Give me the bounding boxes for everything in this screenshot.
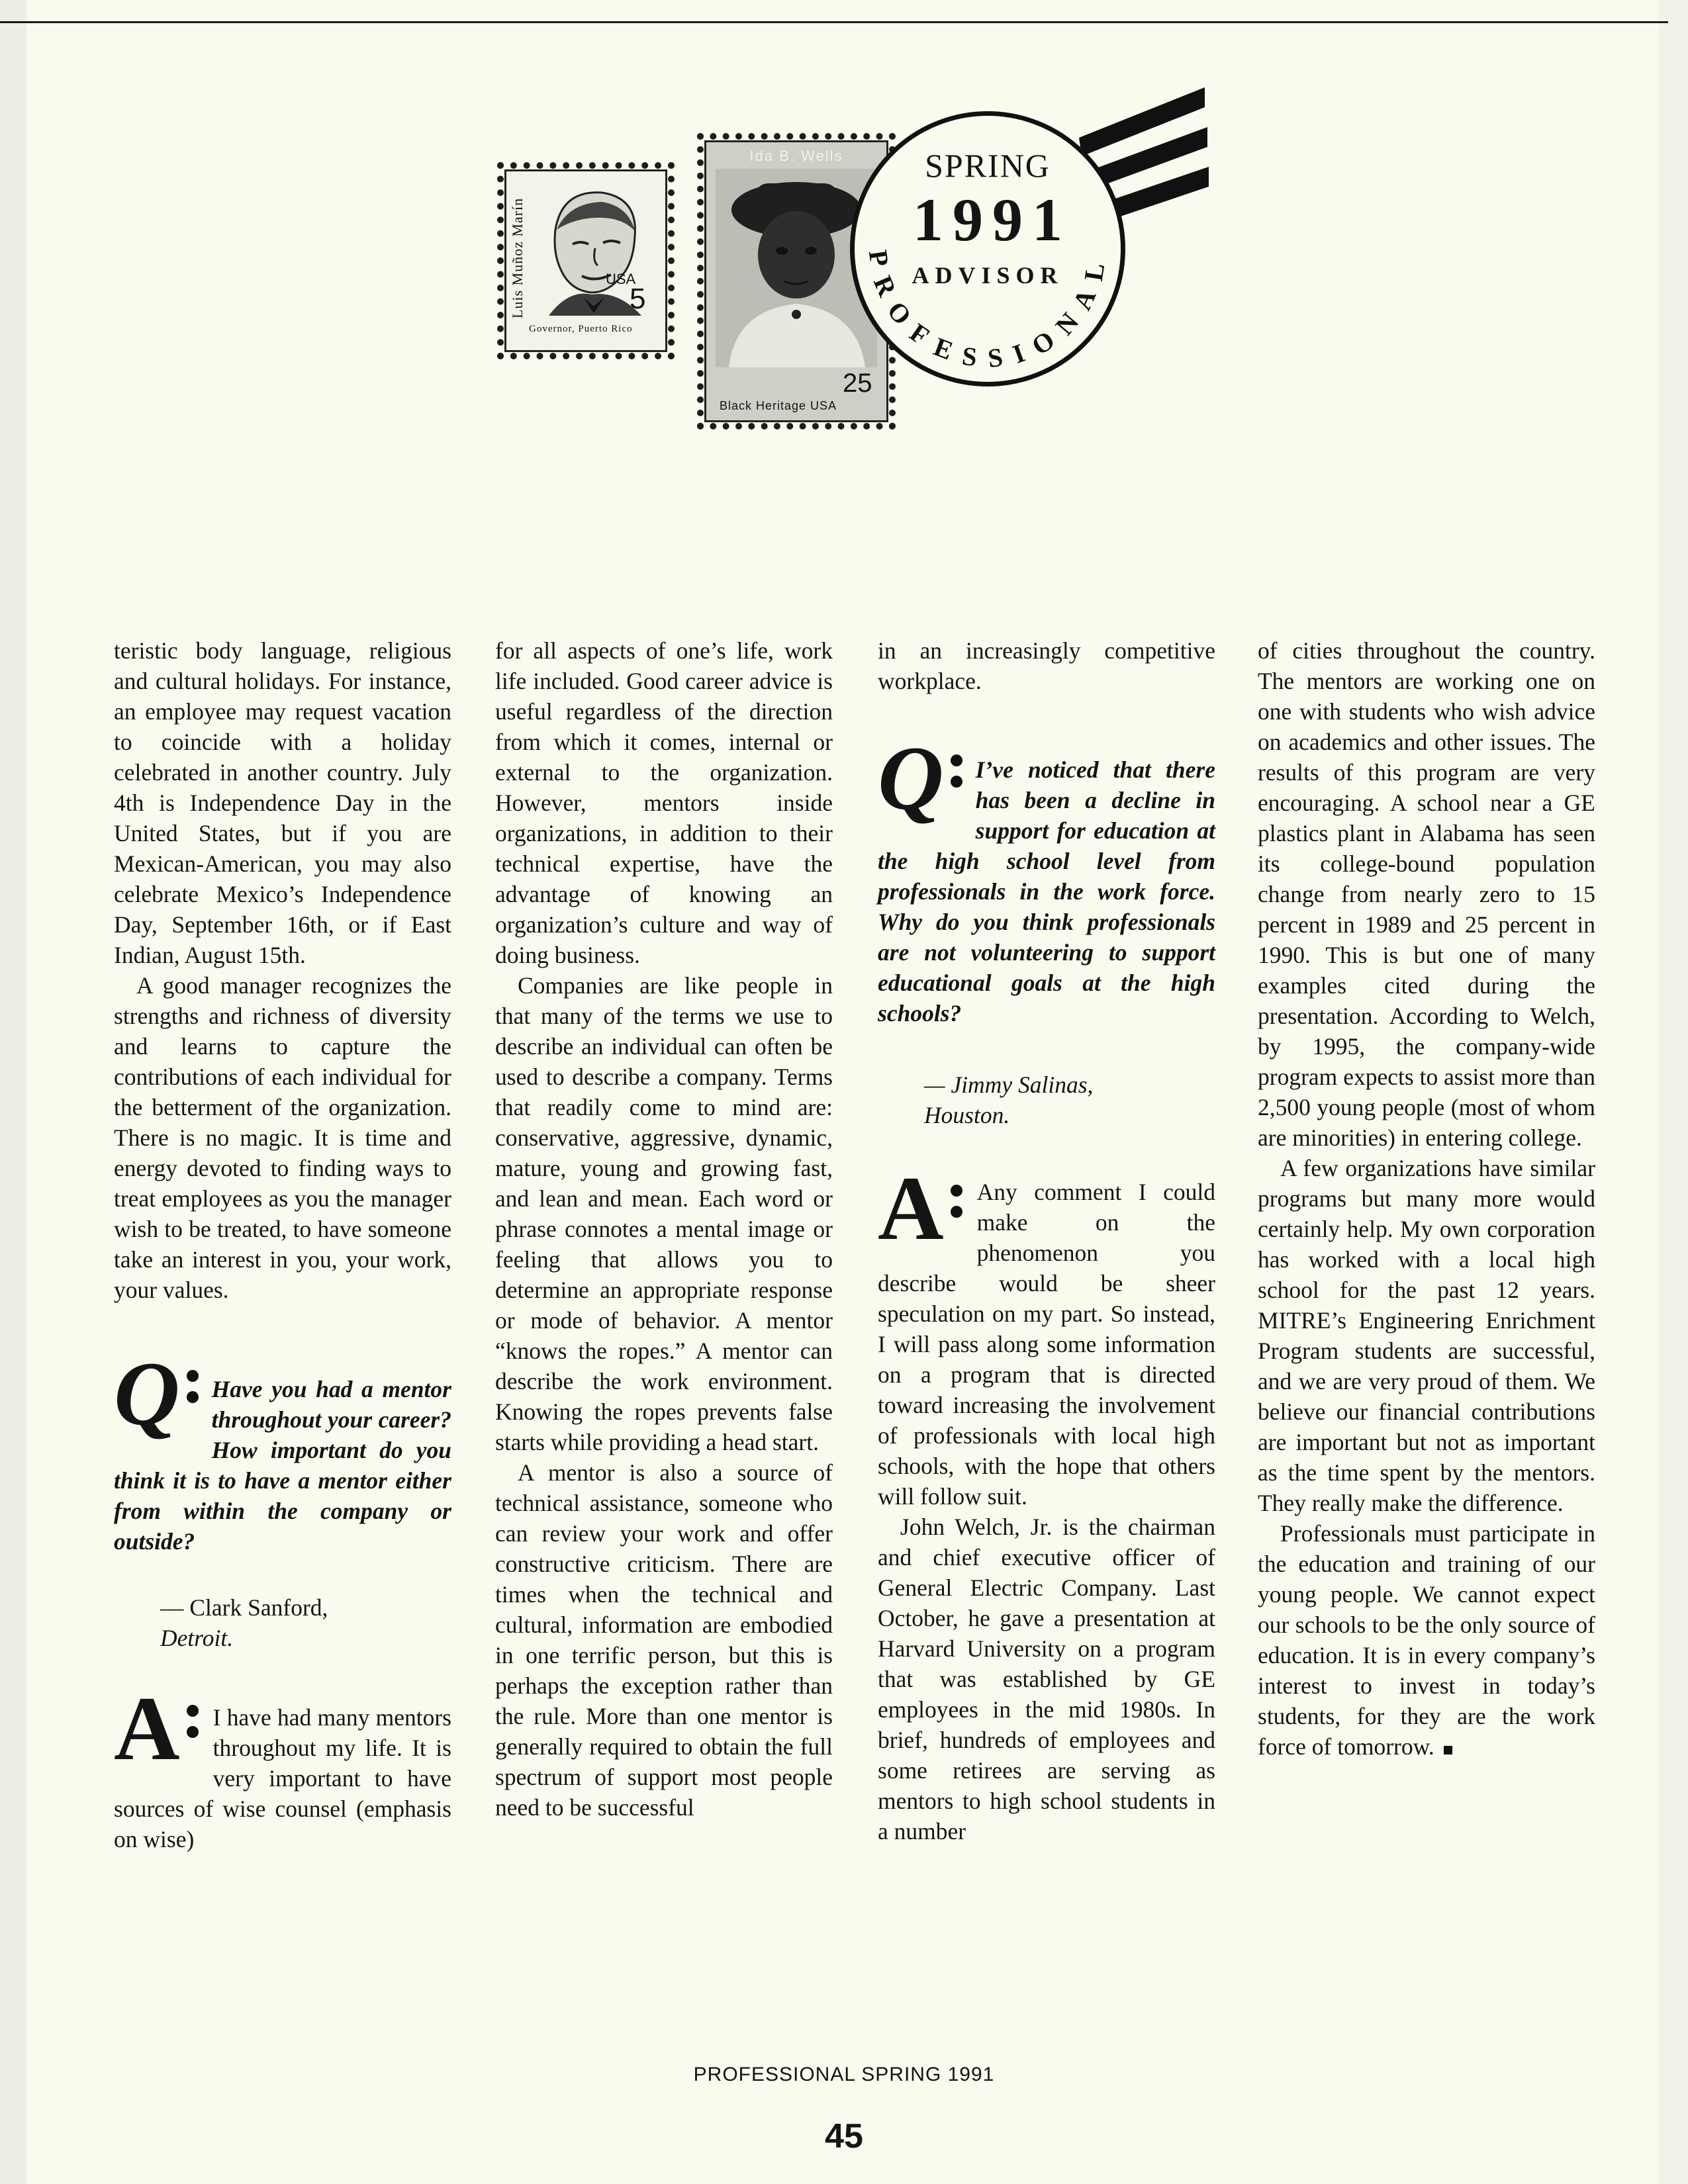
signature-city: Houston.	[924, 1102, 1010, 1128]
column-4	[1258, 635, 1595, 1762]
seal-arc-text	[850, 111, 1125, 387]
answer-marker	[114, 1678, 203, 1782]
stamp-left-name: Luis Muñoz Marín	[509, 197, 526, 319]
stamp-left-country: USA	[606, 271, 636, 287]
q-letter: Q	[114, 1343, 180, 1444]
signature-city: Detroit.	[160, 1625, 234, 1651]
stamp-left-caption: Governor, Puerto Rico	[529, 324, 633, 334]
paragraph: for all aspects of one’s life, work life included. Good career advice is useful regardless of the direction from which it comes, internal or external to the organization. However, mentors inside organizations, in addition to their technical expertise, have the advantage of knowing an organization’s culture and way of doing business.	[495, 637, 833, 968]
paragraph: A mentor is also a source of technical assistance, someone who can review your work and offer constructive criticism. There are times when the technical and cultural, information are embodied in one terrific person, but this is perhaps the exception rather than the rule. More than one mentor is generally required to obtain the full spectrum of support most people need to be successful	[495, 1459, 833, 1821]
postmark-seal	[850, 111, 1125, 387]
publication-footer: PROFESSIONAL SPRING 1991	[693, 2064, 995, 2085]
end-of-article-mark	[1444, 1746, 1452, 1754]
seal-professional: PROFESSIONAL	[863, 248, 1113, 374]
paragraph: John Welch, Jr. is the chairman and chief executive officer of General Electric Company. Last October, he gave a presentation at Harvard University on a program that was established by GE employees in the mid 1980s. In brief, hundreds of employees and some retirees are serving as mentors to high school students in a number	[878, 1514, 1215, 1844]
scan-edge-right	[1658, 0, 1688, 2184]
paragraph-final-text: Professionals must participate in the education and training of our young people. We cannot expect our schools to be the only source of education. It is in every company’s interest to invest in today’s students, for they are the work force of tomorrow.	[1258, 1520, 1595, 1760]
answer-block	[878, 1158, 1215, 1512]
column-1	[114, 635, 451, 1854]
answer-block	[114, 1678, 451, 1854]
column-3	[878, 635, 1215, 1846]
a-letter: A	[878, 1158, 944, 1259]
question-marker	[114, 1343, 203, 1449]
question-block	[114, 1343, 451, 1557]
colon-bullets	[947, 1185, 966, 1218]
paragraph: Companies are like people in that many of the terms we use to describe an individual can often be used to describe a company. Terms that readily come to mind are: conservative, aggressive, dynamic, mature, young and growing fast, and lean and mean. Each word or phrase connotes a mental image or feeling that allows you to determine an appropriate response or mode of behavior. A mentor “knows the ropes.” A mentor can describe the work environment. Knowing the ropes prevents false starts while providing a head start.	[495, 972, 833, 1455]
stamp-luis-munoz-marin	[504, 169, 667, 352]
answer-text: I have had many mentors throughout my life. It is very important to have sources of wise counsel (emphasis on wise)	[114, 1704, 451, 1852]
paragraph: A good manager recognizes the strengths and richness of diversity and learns to capture the contributions of each individual for the betterment of the organization. There is no magic. It is time and energy devoted to finding ways to treat employees as you the manager wish to be treated, to have someone take an interest in you, your work, your values.	[114, 972, 451, 1303]
stamp-right-value: 25	[843, 369, 872, 398]
paragraph: in an increasingly competitive workplace.	[878, 637, 1215, 694]
answer-marker	[878, 1158, 966, 1261]
signature-name: — Jimmy Salinas,	[924, 1071, 1094, 1098]
svg-text:PROFESSIONAL	[863, 248, 1113, 374]
scan-edge-left	[0, 0, 26, 2184]
stamp-right-name: Ida B. Wells	[749, 148, 843, 164]
seal-year: 1991	[913, 186, 1072, 253]
stamp-right-caption: Black Heritage USA	[720, 399, 837, 412]
colon-bullets	[183, 1370, 203, 1403]
answer-text: Any comment I could make on the phenomenon you describe would be sheer speculation on my part. So instead, I will pass along some information on a program that is directed toward increasing the involvement of professionals with local high schools, with the hope that others will follow suit.	[878, 1179, 1215, 1510]
column-2	[495, 635, 833, 1823]
colon-bullets	[947, 754, 966, 788]
question-signature	[160, 1592, 451, 1653]
signature-name: — Clark Sanford,	[160, 1594, 328, 1621]
paragraph: A few organizations have similar programs but many more would certainly help. My own corporation has worked with a local high school for the past 12 years. MITRE’s Engineering Enrichment Program students are successful, and we are very proud of them. We believe our financial contributions are important but not as important as the time spent by the mentors. They really make the difference.	[1258, 1155, 1595, 1516]
a-letter: A	[114, 1678, 180, 1779]
seal-advisor: ADVISOR	[912, 262, 1064, 289]
seal-season: SPRING	[925, 147, 1051, 184]
colon-bullets	[183, 1705, 203, 1738]
q-letter: Q	[878, 727, 944, 829]
stamp-left-value: 5	[630, 283, 646, 315]
top-rule	[0, 21, 1668, 23]
paragraph: of cities throughout the country. The mentors are working one on one with students who wish advice on academics and other issues. The results of this program are very encouraging. A school near a GE plastics plant in Alabama has seen its college-bound population change from nearly zero to 15 percent in 1989 and 25 percent in 1990. This is but one of many examples cited during the presentation. According to Welch, by 1995, the company-wide program expects to assist more than 2,500 young people (most of whom are minorities) in entering college.	[1258, 637, 1595, 1151]
question-signature	[924, 1069, 1215, 1130]
question-block	[878, 727, 1215, 1028]
question-marker	[878, 727, 966, 834]
page-number: 45	[825, 2117, 863, 2156]
question-text: Have you had a mentor throughout your career? How important do you think it is to have a mentor either from within the company or outside?	[114, 1376, 451, 1555]
paragraph: teristic body language, religious and cultural holidays. For instance, an employee may request vacation to coincide with a holiday celebrated in another country. July 4th is Independence Day in the United States, but if you are Mexican-American, you may also celebrate Mexico’s Independence Day, September 16th, or if East Indian, August 15th.	[114, 637, 451, 968]
paragraph-final	[1258, 1518, 1595, 1762]
question-text: I’ve noticed that there has been a decline in support for education at the high school level from professionals in the work force. Why do you think professionals are not volunteering to support educational goals at the high schools?	[878, 756, 1215, 1026]
